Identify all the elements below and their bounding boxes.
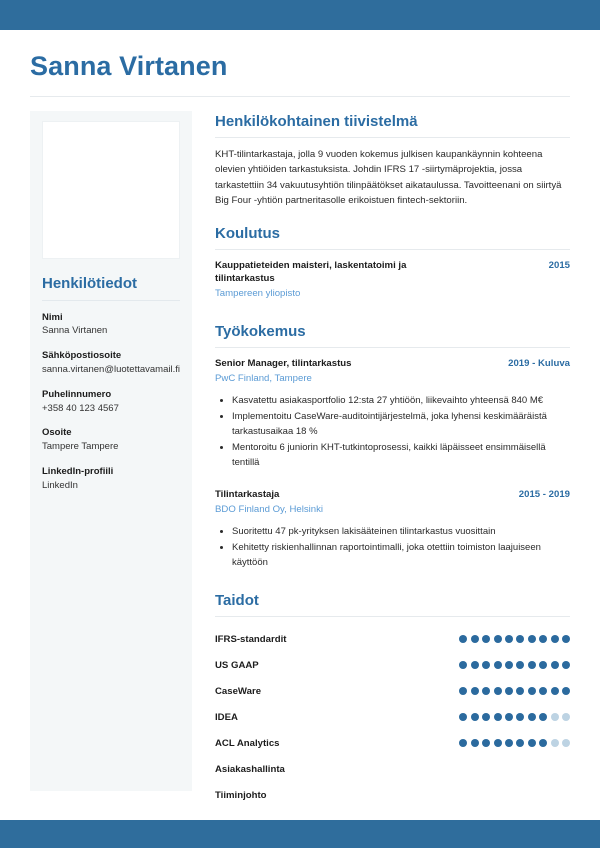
rating-dot-filled bbox=[471, 687, 479, 695]
skill-rating-dots bbox=[459, 661, 570, 669]
field-linkedin bbox=[42, 465, 180, 493]
page-title: Sanna Virtanen bbox=[30, 51, 228, 81]
skill-name: Asiakashallinta bbox=[215, 763, 285, 775]
field-value[interactable]: LinkedIn bbox=[42, 479, 78, 491]
rating-dot-filled bbox=[516, 739, 524, 747]
name-header bbox=[30, 30, 570, 97]
spacer bbox=[215, 578, 570, 590]
rating-dot-filled bbox=[516, 635, 524, 643]
rating-dot-empty bbox=[562, 713, 570, 721]
rating-dot-empty bbox=[551, 713, 559, 721]
rating-dot-filled bbox=[482, 739, 490, 747]
entry-institution: Tampereen yliopisto bbox=[215, 288, 301, 300]
field-label: LinkedIn-profiili bbox=[42, 465, 114, 477]
skill-rating-dots bbox=[459, 739, 570, 747]
field-email bbox=[42, 349, 180, 377]
entry-bullet-list bbox=[215, 524, 570, 570]
rating-dot-filled bbox=[528, 661, 536, 669]
rating-dot-filled bbox=[562, 635, 570, 643]
section-heading-education: Koulutus bbox=[215, 224, 280, 242]
avatar bbox=[42, 121, 180, 259]
field-label: Osoite bbox=[42, 427, 72, 439]
field-address bbox=[42, 426, 180, 454]
skill-row bbox=[215, 652, 570, 678]
rating-dot-filled bbox=[528, 713, 536, 721]
list-item: • Kehitetty riskienhallinnan raportointimalli, joka otettiin toimiston laajuiseen käyttöön bbox=[232, 540, 570, 570]
skill-rating-dots bbox=[459, 713, 570, 721]
rating-dot-filled bbox=[459, 739, 467, 747]
field-value: Sanna Virtanen bbox=[42, 325, 108, 337]
top-accent-bar bbox=[0, 0, 600, 30]
bottom-accent-bar bbox=[0, 820, 600, 848]
entry-title: Tilintarkastaja bbox=[215, 489, 280, 501]
skill-name: IDEA bbox=[215, 711, 238, 723]
rating-dot-filled bbox=[505, 739, 513, 747]
section-heading-summary: Henkilökohtainen tiivistelmä bbox=[215, 112, 418, 130]
rating-dot-filled bbox=[516, 713, 524, 721]
entry-date: 2015 - 2019 bbox=[518, 489, 570, 501]
rating-dot-filled bbox=[494, 739, 502, 747]
entry-header bbox=[215, 488, 570, 502]
rating-dot-filled bbox=[494, 661, 502, 669]
rating-dot-filled bbox=[562, 687, 570, 695]
list-item: • Kasvatettu asiakasportfolio 12:sta 27 yhtiöön, liikevaihto yhteensä 840 M€ bbox=[232, 393, 570, 408]
rating-dot-filled bbox=[528, 739, 536, 747]
rating-dot-filled bbox=[539, 661, 547, 669]
list-item: • Mentoroitu 6 juniorin KHT-tutkintoprosessi, kaikki läpäisseet ensimmäisellä tentillä bbox=[232, 440, 570, 470]
skill-row bbox=[215, 678, 570, 704]
rating-dot-filled bbox=[494, 713, 502, 721]
rating-dot-filled bbox=[459, 635, 467, 643]
rating-dot-filled bbox=[471, 739, 479, 747]
section-experience bbox=[215, 321, 570, 570]
rating-dot-filled bbox=[459, 713, 467, 721]
entry-date: 2019 - Kuluva bbox=[508, 358, 570, 370]
field-value: Tampere Tampere bbox=[42, 441, 119, 453]
skill-name: US GAAP bbox=[215, 659, 259, 671]
entry-company: PwC Finland, Tampere bbox=[215, 373, 312, 385]
rating-dot-filled bbox=[482, 635, 490, 643]
rating-dot-filled bbox=[539, 713, 547, 721]
sidebar-heading-divider bbox=[42, 300, 180, 301]
section-heading-experience: Työkokemus bbox=[215, 323, 306, 341]
skill-row bbox=[215, 756, 570, 782]
field-label: Sähköpostiosoite bbox=[42, 350, 122, 362]
spacer bbox=[215, 478, 570, 488]
rating-dot-filled bbox=[539, 635, 547, 643]
skills-list bbox=[215, 626, 570, 808]
rating-dot-empty bbox=[551, 739, 559, 747]
field-value: +358 40 123 4567 bbox=[42, 402, 119, 414]
rating-dot-filled bbox=[551, 635, 559, 643]
rating-dot-filled bbox=[562, 661, 570, 669]
skill-row bbox=[215, 704, 570, 730]
section-divider bbox=[215, 137, 570, 138]
sidebar-heading-personal-details: Henkilötiedot bbox=[42, 274, 138, 292]
entry-header bbox=[215, 259, 570, 286]
rating-dot-filled bbox=[482, 687, 490, 695]
skill-row bbox=[215, 626, 570, 652]
field-label: Nimi bbox=[42, 311, 63, 323]
rating-dot-filled bbox=[494, 687, 502, 695]
skill-rating-dots bbox=[459, 687, 570, 695]
rating-dot-filled bbox=[516, 661, 524, 669]
section-divider bbox=[215, 347, 570, 348]
section-summary bbox=[215, 111, 570, 209]
rating-dot-filled bbox=[505, 687, 513, 695]
rating-dot-filled bbox=[471, 661, 479, 669]
rating-dot-filled bbox=[459, 661, 467, 669]
rating-dot-filled bbox=[528, 635, 536, 643]
entry-bullet-list bbox=[215, 393, 570, 470]
field-value: sanna.virtanen@luotettavamail.fi bbox=[42, 363, 180, 375]
skill-row bbox=[215, 730, 570, 756]
entry-company: BDO Finland Oy, Helsinki bbox=[215, 504, 324, 516]
rating-dot-filled bbox=[551, 687, 559, 695]
field-name bbox=[42, 311, 180, 339]
skill-rating-dots bbox=[459, 635, 570, 643]
entry-title: Senior Manager, tilintarkastus bbox=[215, 358, 352, 370]
list-item: • Suoritettu 47 pk-yrityksen lakisääteinen tilintarkastus vuosittain bbox=[232, 524, 570, 539]
main-column bbox=[192, 111, 570, 811]
section-divider bbox=[215, 616, 570, 617]
document-body bbox=[0, 30, 600, 820]
rating-dot-filled bbox=[471, 713, 479, 721]
skill-name: Tiiminjohto bbox=[215, 789, 267, 801]
content-columns bbox=[30, 111, 570, 811]
skill-row bbox=[215, 782, 570, 808]
rating-dot-filled bbox=[539, 739, 547, 747]
rating-dot-filled bbox=[471, 635, 479, 643]
list-item: • Implementoitu CaseWare-auditointijärjestelmä, joka lyhensi keskimääräistä tarkastusaikaa 18 % bbox=[232, 409, 570, 439]
rating-dot-filled bbox=[482, 713, 490, 721]
section-heading-skills: Taidot bbox=[215, 592, 259, 610]
entry-header bbox=[215, 357, 570, 371]
section-skills bbox=[215, 590, 570, 808]
experience-entry bbox=[215, 488, 570, 570]
section-education bbox=[215, 223, 570, 302]
rating-dot-filled bbox=[505, 635, 513, 643]
entry-title: Kauppatieteiden maisteri, laskentatoimi ja tilintarkastus bbox=[215, 259, 407, 285]
rating-dot-empty bbox=[562, 739, 570, 747]
rating-dot-filled bbox=[482, 661, 490, 669]
sidebar bbox=[30, 111, 192, 791]
spacer bbox=[215, 309, 570, 321]
education-entry bbox=[215, 259, 570, 302]
rating-dot-filled bbox=[459, 687, 467, 695]
summary-text: KHT-tilintarkastaja, jolla 9 vuoden kokemus julkisen kaupankäynnin kohteena olevien yhtiöiden tarkastuksista. Johdin IFRS 17 -siirtymäprojektia, jossa tarkastettiin 34 vakuutusyhtiön tilinpäätökset aikataulussa. Tavoitteenani on siirtyä Big Four -yhtiön partneritasolle erikoistuen fintech-sektoriin. bbox=[215, 148, 562, 207]
skill-name: CaseWare bbox=[215, 685, 262, 697]
section-divider bbox=[215, 249, 570, 250]
entry-date: 2015 bbox=[548, 259, 570, 271]
skill-name: ACL Analytics bbox=[215, 737, 280, 749]
field-label: Puhelinnumero bbox=[42, 388, 112, 400]
rating-dot-filled bbox=[539, 687, 547, 695]
rating-dot-filled bbox=[494, 635, 502, 643]
name-divider bbox=[30, 96, 570, 97]
field-phone bbox=[42, 388, 180, 416]
skill-name: IFRS-standardit bbox=[215, 633, 287, 645]
rating-dot-filled bbox=[528, 687, 536, 695]
rating-dot-filled bbox=[505, 713, 513, 721]
rating-dot-filled bbox=[505, 661, 513, 669]
rating-dot-filled bbox=[551, 661, 559, 669]
rating-dot-filled bbox=[516, 687, 524, 695]
experience-entry bbox=[215, 357, 570, 470]
